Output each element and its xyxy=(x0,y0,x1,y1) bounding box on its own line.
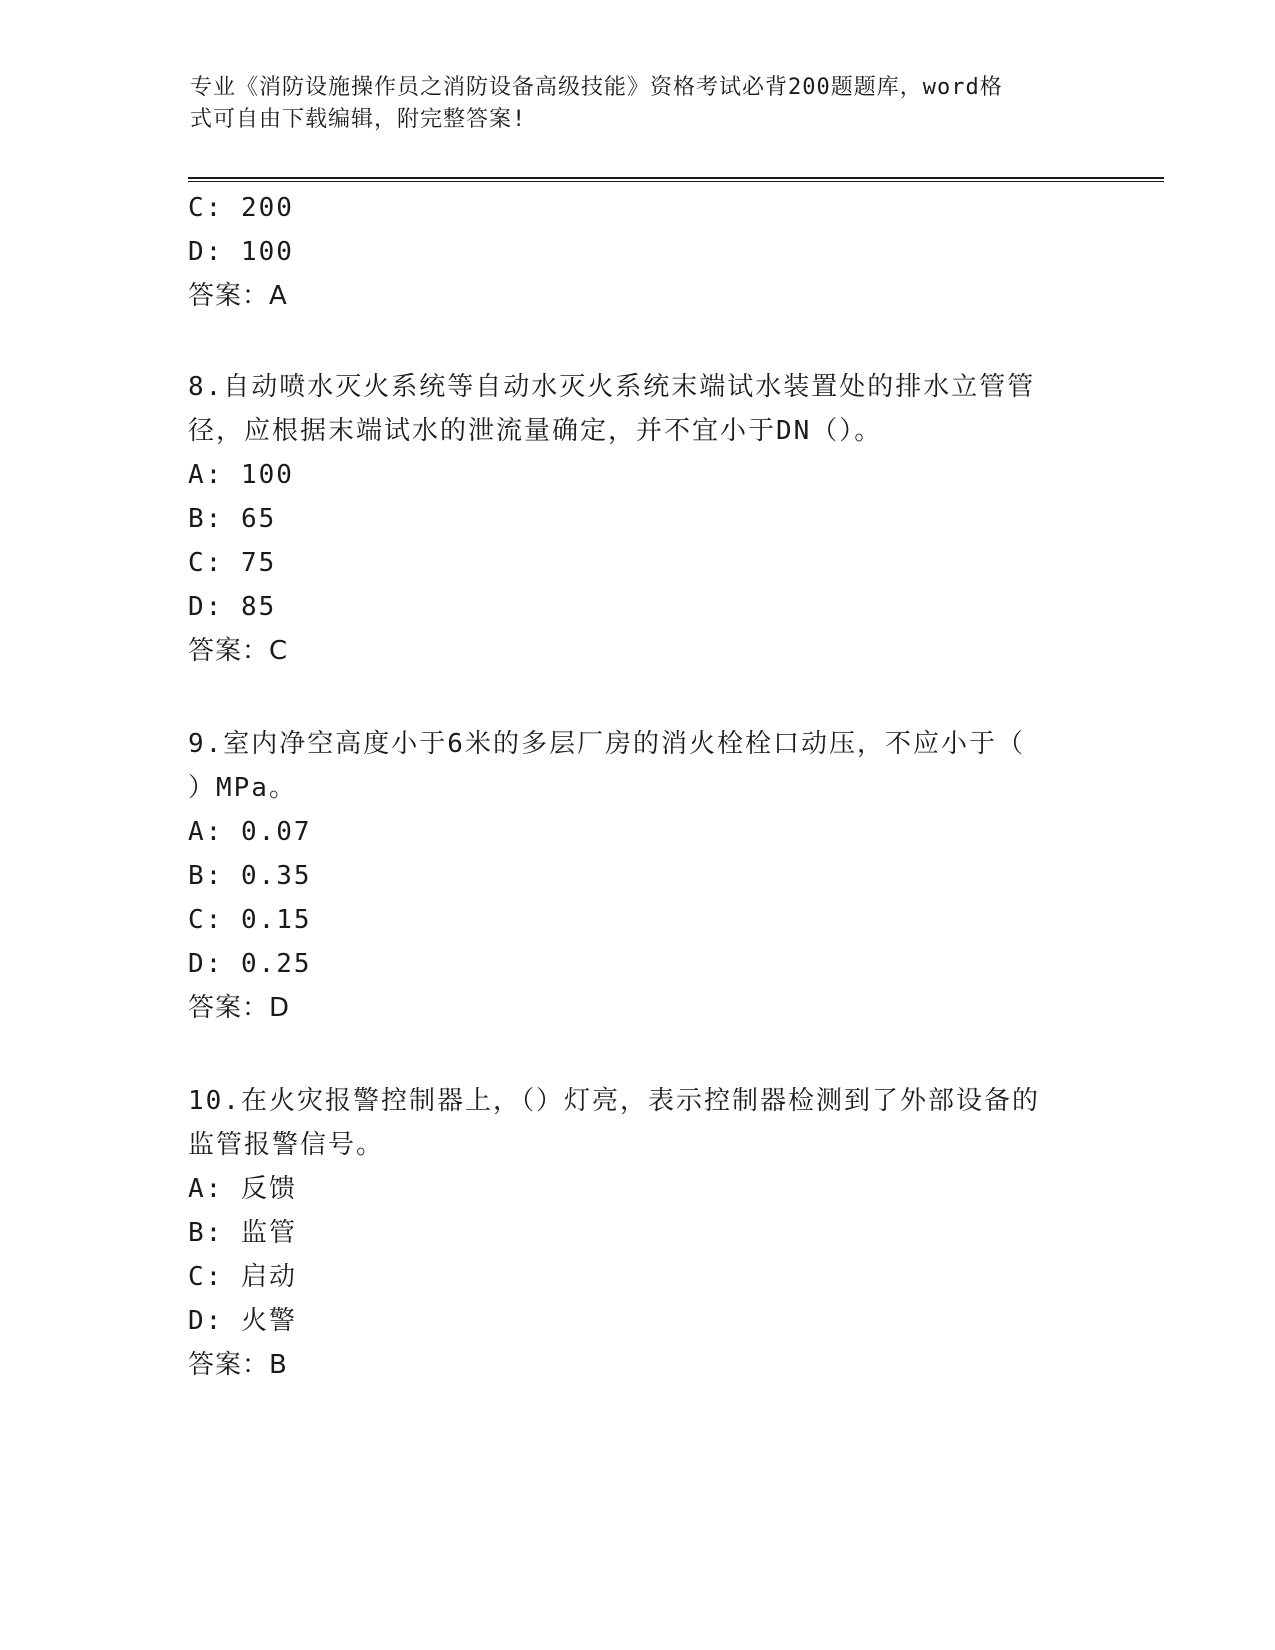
q8-option-b: B: 65 xyxy=(188,504,277,534)
q8-option-c: C: 75 xyxy=(188,548,277,578)
q9-option-b: B: 0.35 xyxy=(188,861,312,891)
q10-answer: 答案：B xyxy=(188,1350,288,1380)
q9-option-c: C: 0.15 xyxy=(188,905,312,935)
page-header xyxy=(190,72,1070,136)
q9-answer: 答案：D xyxy=(188,993,291,1023)
q8-option-d: D: 85 xyxy=(188,592,277,622)
q10-option-c: C: 启动 xyxy=(188,1262,297,1292)
q10-option-a: A: 反馈 xyxy=(188,1174,297,1204)
header-divider xyxy=(188,177,1164,182)
q8-answer: 答案：C xyxy=(188,636,289,666)
q8-stem-line-1: 8.自动喷水灭火系统等自动水灭火系统末端试水装置处的排水立管管 xyxy=(188,372,1036,402)
q8-stem-line-2: 径，应根据末端试水的泄流量确定，并不宜小于DN（）。 xyxy=(188,416,883,446)
header-line-2: 式可自由下载编辑，附完整答案! xyxy=(190,107,527,132)
q9-stem-line-1: 9.室内净空高度小于6米的多层厂房的消火栓栓口动压，不应小于（ xyxy=(188,729,1025,759)
q10-stem-line-1: 10.在火灾报警控制器上，（）灯亮，表示控制器检测到了外部设备的 xyxy=(188,1086,1040,1116)
q8-option-a: A: 100 xyxy=(188,460,294,490)
prev-option-d: D: 100 xyxy=(188,237,294,267)
q10-option-d: D: 火警 xyxy=(188,1306,297,1336)
prev-answer: 答案：A xyxy=(188,281,288,311)
prev-option-c: C: 200 xyxy=(188,193,294,223)
q10-option-b: B: 监管 xyxy=(188,1218,297,1248)
header-line-1: 专业《消防设施操作员之消防设备高级技能》资格考试必背200题题库，word格 xyxy=(190,75,1003,100)
q9-stem-line-2: ）MPa。 xyxy=(188,773,297,803)
q9-option-a: A: 0.07 xyxy=(188,817,312,847)
q10-stem-line-2: 监管报警信号。 xyxy=(188,1130,385,1160)
q9-option-d: D: 0.25 xyxy=(188,949,312,979)
